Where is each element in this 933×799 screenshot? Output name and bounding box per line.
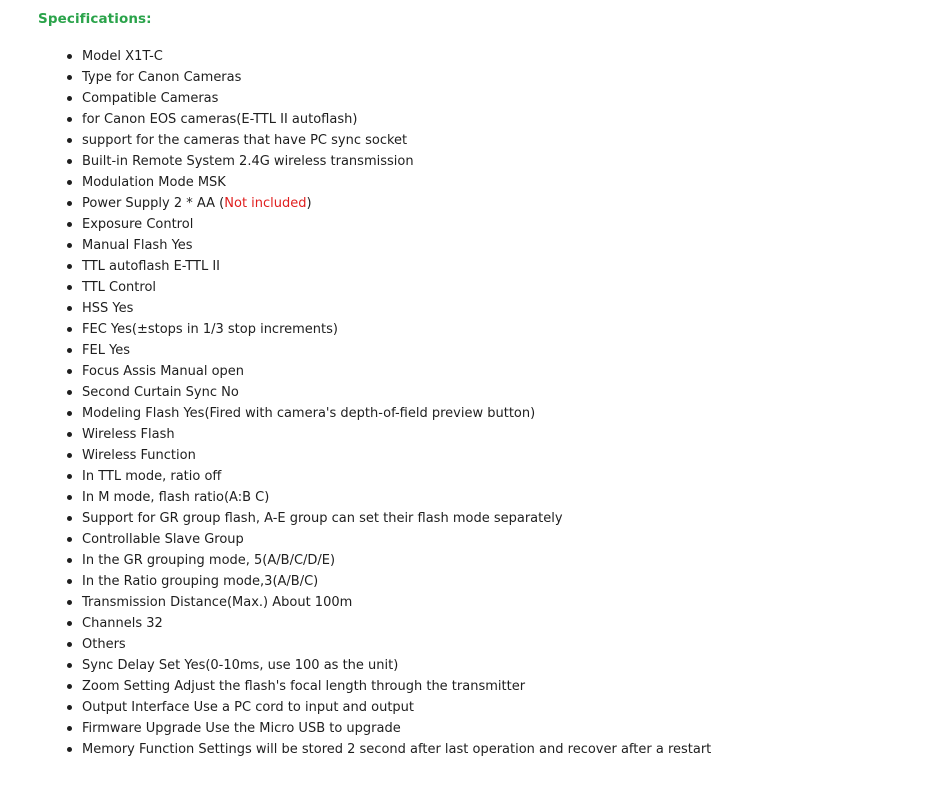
- spec-item-memory-function: Memory Function Settings will be stored 2 second after last operation and recover after a restart: [82, 739, 711, 760]
- spec-item-power-supply: [82, 193, 711, 214]
- spec-item-fel: FEL Yes: [82, 340, 711, 361]
- spec-item-firmware-upgrade: Firmware Upgrade Use the Micro USB to upgrade: [82, 718, 711, 739]
- power-supply-text: Power Supply 2 * AA (: [82, 196, 225, 211]
- spec-item-hss: HSS Yes: [82, 298, 711, 319]
- specifications-heading: Specifications:: [38, 11, 152, 27]
- spec-item-type: Type for Canon Cameras: [82, 67, 711, 88]
- spec-item-ttl-control: TTL Control: [82, 277, 711, 298]
- spec-item-pc-sync: support for the cameras that have PC sync socket: [82, 130, 711, 151]
- spec-item-output-interface: Output Interface Use a PC cord to input and output: [82, 697, 711, 718]
- spec-item-slave-group: Controllable Slave Group: [82, 529, 711, 550]
- spec-item-sync-delay: Sync Delay Set Yes(0-10ms, use 100 as the unit): [82, 655, 711, 676]
- spec-item-gr-group-flash: Support for GR group flash, A-E group can set their flash mode separately: [82, 508, 711, 529]
- not-included-note: Not included: [224, 196, 307, 211]
- power-supply-close: ): [306, 196, 312, 211]
- spec-item-model: Model X1T-C: [82, 46, 711, 67]
- spec-item-canon-eos: for Canon EOS cameras(E-TTL II autoflash): [82, 109, 711, 130]
- spec-item-fec: FEC Yes(±stops in 1/3 stop increments): [82, 319, 711, 340]
- spec-item-manual-flash: Manual Flash Yes: [82, 235, 711, 256]
- spec-item-wireless-function: Wireless Function: [82, 445, 711, 466]
- spec-item-ratio-grouping-mode: In the Ratio grouping mode,3(A/B/C): [82, 571, 711, 592]
- spec-item-compatible-cameras: Compatible Cameras: [82, 88, 711, 109]
- spec-item-second-curtain: Second Curtain Sync No: [82, 382, 711, 403]
- specifications-list: [82, 46, 711, 760]
- spec-item-modeling-flash: Modeling Flash Yes(Fired with camera's depth-of-field preview button): [82, 403, 711, 424]
- spec-item-focus-assist: Focus Assis Manual open: [82, 361, 711, 382]
- spec-item-m-mode-ratio: In M mode, flash ratio(A:B C): [82, 487, 711, 508]
- spec-item-remote-system: Built-in Remote System 2.4G wireless transmission: [82, 151, 711, 172]
- spec-item-others: Others: [82, 634, 711, 655]
- spec-item-channels: Channels 32: [82, 613, 711, 634]
- spec-item-modulation: Modulation Mode MSK: [82, 172, 711, 193]
- spec-item-exposure-control: Exposure Control: [82, 214, 711, 235]
- spec-item-gr-grouping-mode: In the GR grouping mode, 5(A/B/C/D/E): [82, 550, 711, 571]
- spec-item-wireless-flash: Wireless Flash: [82, 424, 711, 445]
- spec-item-ttl-autoflash: TTL autoflash E-TTL II: [82, 256, 711, 277]
- spec-item-zoom-setting: Zoom Setting Adjust the flash's focal length through the transmitter: [82, 676, 711, 697]
- spec-item-transmission-distance: Transmission Distance(Max.) About 100m: [82, 592, 711, 613]
- spec-item-ttl-mode-ratio: In TTL mode, ratio off: [82, 466, 711, 487]
